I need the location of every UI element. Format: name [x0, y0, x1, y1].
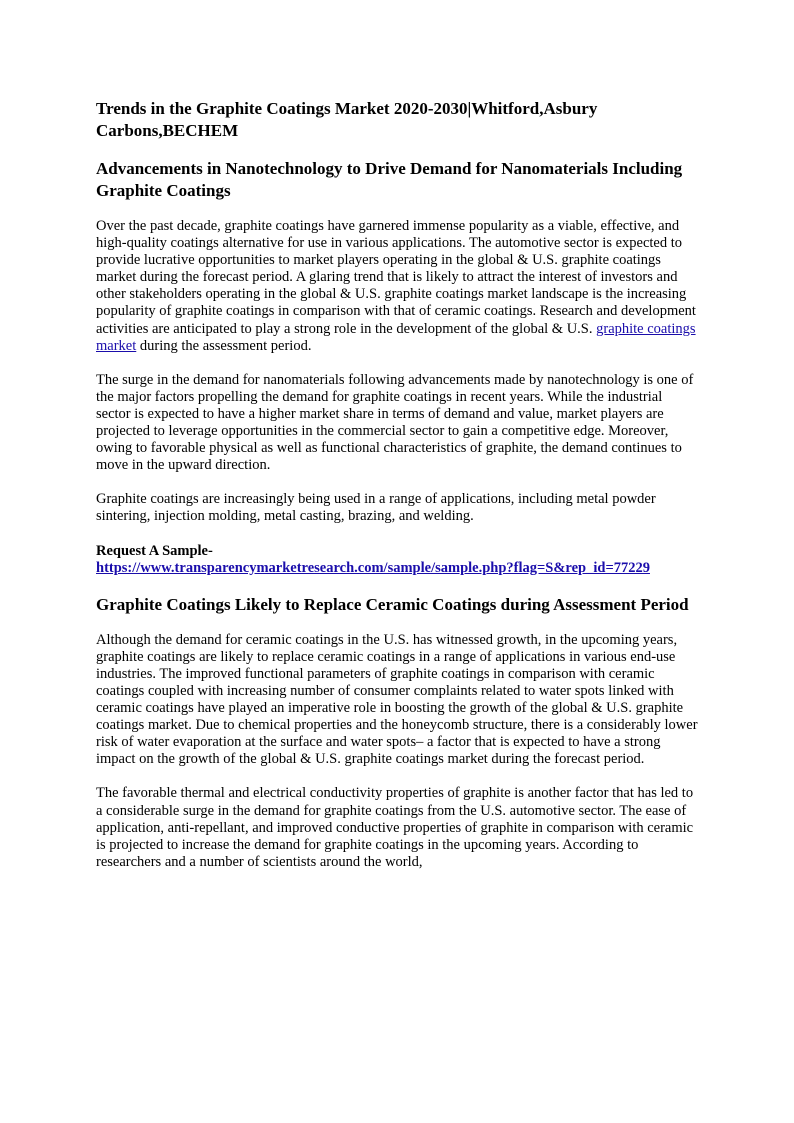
request-sample-block — [96, 543, 698, 577]
section-heading-nanotechnology: Advancements in Nanotechnology to Drive Demand for Nanomaterials Including Graphite Coatings — [96, 159, 683, 200]
document-page — [96, 98, 698, 888]
graphite-coatings-market-link[interactable]: graphite coatings market — [96, 320, 696, 354]
paragraph-nanomaterials: The surge in the demand for nanomaterials following advancements made by nanotechnology is one of the major factors propelling the demand for graphite coatings in recent years. While the industrial sector is expected to have a higher market share in terms of demand and value, market players are projected to leverage opportunities in the commercial sector to gain a competitive edge. Moreover, owing to favorable physical as well as functional characteristics of graphite, the demand continues to move in the upward direction. — [96, 371, 694, 474]
request-sample-link[interactable]: https://www.transparencymarketresearch.com/sample/sample.php?flag=S&rep_id=77229 — [96, 559, 650, 576]
paragraph-conductivity: The favorable thermal and electrical conductivity properties of graphite is another factor that has led to a considerable surge in the demand for graphite coatings from the U.S. automotive sector. The ease of application, anti-repellant, and improved conductive properties of graphite in comparison with ceramic is projected to increase the demand for graphite coatings in the upcoming years. According to researchers and a number of scientists around the world, — [96, 785, 694, 870]
paragraph-ceramic-demand: Although the demand for ceramic coatings in the U.S. has witnessed growth, in the upcoming years, graphite coatings are likely to replace ceramic coatings in a range of applications in various end-use industries. The improved functional parameters of graphite coatings in comparison with ceramic coatings coupled with increasing number of consumer complaints related to water spots linked with ceramic coatings have played an imperative role in boosting the growth of the global & U.S. graphite coatings market. Due to chemical properties and the honeycomb structure, there is a considerably lower risk of water evaporation at the surface and water spots– a factor that is expected to have a strong impact on the growth of the global & U.S. graphite coatings market during the forecast period. — [96, 631, 698, 768]
document-title: Trends in the Graphite Coatings Market 2020-2030|Whitford,Asbury Carbons,BECHEM — [96, 99, 598, 140]
paragraph-applications: Graphite coatings are increasingly being used in a range of applications, including metal powder sintering, injection molding, metal casting, brazing, and welding. — [96, 491, 656, 525]
paragraph-intro-tail: during the assessment period. — [136, 337, 312, 354]
paragraph-intro-text: Over the past decade, graphite coatings have garnered immense popularity as a viable, effective, and high-quality coatings alternative for use in various applications. The automotive sector is expected to provide lucrative opportunities to market players operating in the global & U.S. graphite coatings market during the forecast period. A glaring trend that is likely to attract the interest of investors and other stakeholders operating in the global & U.S. graphite coatings market landscape is the increasing popularity of graphite coatings in comparison with that of ceramic coatings. Research and development activities are anticipated to play a strong role in the development of the global & U.S. — [96, 218, 696, 337]
request-sample-label: Request A Sample- — [96, 542, 213, 559]
paragraph-intro — [96, 218, 698, 355]
section-heading-replace-ceramic: Graphite Coatings Likely to Replace Ceramic Coatings during Assessment Period — [96, 594, 689, 614]
